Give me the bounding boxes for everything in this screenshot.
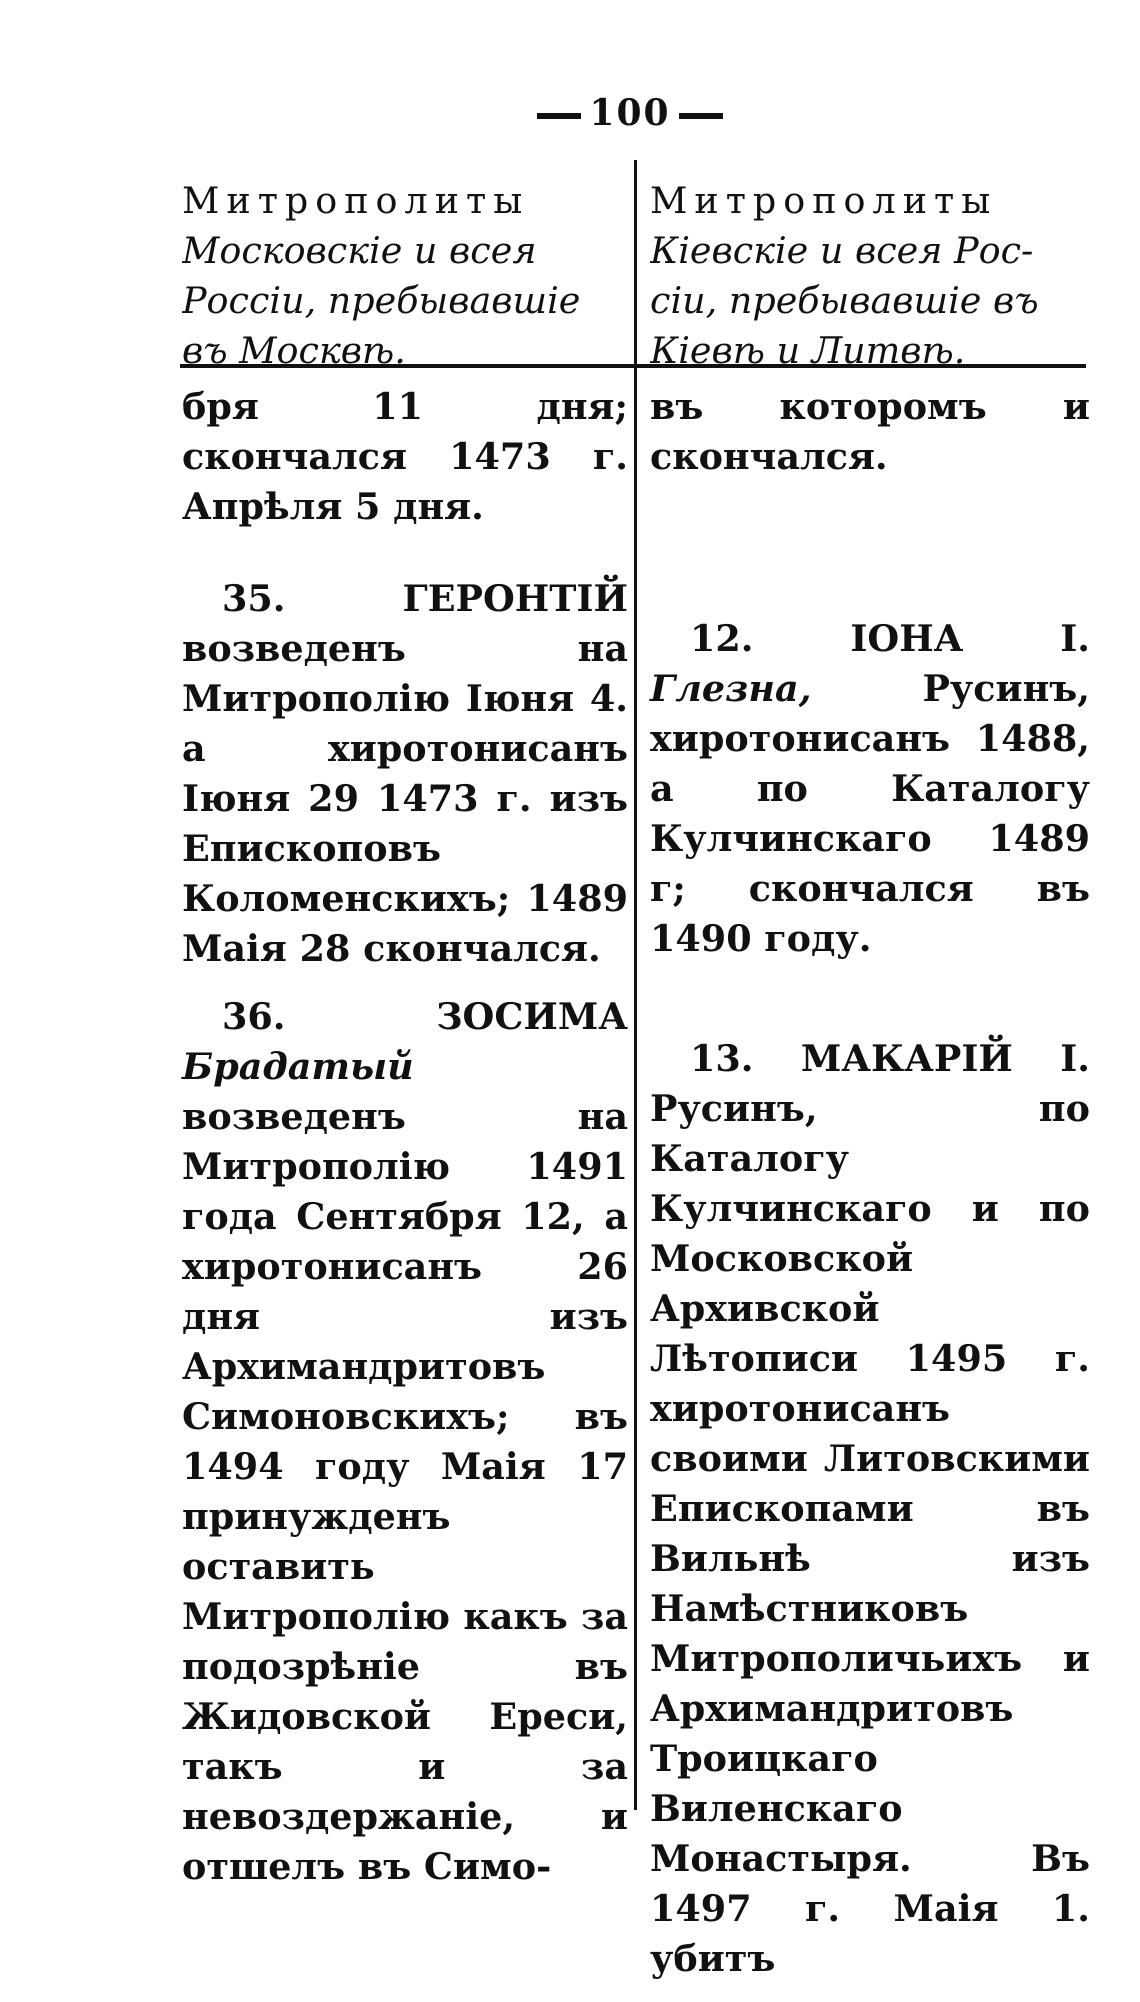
entry-name: МАКАРІЙ І. — [800, 1037, 1090, 1080]
left-column — [182, 176, 628, 1910]
left-column-body — [182, 382, 628, 1892]
entry-number: 13. — [690, 1037, 754, 1080]
entry-name: ГЕРОНТІЙ — [402, 577, 628, 620]
left-header-line: Московскіе и всея — [182, 229, 537, 272]
entry-text: Русинъ, хиротонисанъ 1488, а по Каталогу Кулчинскаго 1489 г; скончался въ 1490 году. — [650, 667, 1090, 960]
page-number-dash-right — [679, 113, 723, 119]
right-column — [650, 176, 1090, 2002]
entry-text: Русинъ, по Каталогу Кулчинскаго и по Московской Архивской Лѣтописи 1495 г. хиротонисанъ своими Литовскими Епископами въ Вильнѣ изъ Намѣстниковъ Митрополичьихъ и Архимандритовъ Троицкаго Виленскаго Монастыря. Въ 1497 г. Маія 1. убитъ — [650, 1087, 1090, 1980]
entry-36 — [182, 992, 628, 1892]
page-number-text: 100 — [589, 92, 671, 134]
right-header-line: сіи, пребывавшіе въ — [650, 279, 1039, 322]
entry-12 — [650, 614, 1090, 964]
left-continuation: бря 11 дня; скончался 1473 г. Апрѣля 5 дня. — [182, 385, 628, 528]
left-column-header — [182, 176, 628, 364]
right-header-line: Кіевскіе и всея Рос- — [650, 229, 1034, 272]
left-header-line: въ Москвѣ. — [182, 329, 406, 364]
right-column-header — [650, 176, 1090, 364]
left-header-line: Митрополиты — [182, 179, 530, 222]
column-divider — [634, 160, 637, 1810]
entry-text: возведенъ на Митрополію Іюня 4. а хиротонисанъ Іюня 29 1473 г. изъ Епископовъ Коломенскихъ; 1489 Маія 28 скончался. — [182, 627, 628, 970]
entry-name: ІОНА І. — [850, 617, 1090, 660]
entry-epithet: Брадатый — [182, 1045, 414, 1088]
right-column-body — [650, 382, 1090, 1984]
entry-epithet: Глезна, — [650, 667, 812, 710]
entry-number: 35. — [222, 577, 286, 620]
page-number — [520, 92, 740, 134]
right-header-line: Кіевѣ и Литвѣ. — [650, 329, 966, 364]
right-header-line: Митрополиты — [650, 179, 998, 222]
entry-number: 12. — [690, 617, 754, 660]
entry-35 — [182, 574, 628, 974]
page-number-dash-left — [537, 113, 581, 119]
left-header-line: Россіи, пребывавшіе — [182, 279, 581, 322]
entry-name: ЗОСИМА — [436, 995, 628, 1038]
right-continuation: въ которомъ и скончался. — [650, 385, 1090, 478]
entry-text: возведенъ на Митрополію 1491 года Сентября 12, а хиротонисанъ 26 дня изъ Архимандритовъ Симоновскихъ; въ 1494 году Маія 17 принужденъ оставить Митрополію какъ за подозрѣніе въ Жидовской Ереси, такъ и за невоздержаніе, и отшелъ въ Симо- — [182, 1095, 628, 1888]
entry-number: 36. — [222, 995, 286, 1038]
entry-13 — [650, 1034, 1090, 1984]
